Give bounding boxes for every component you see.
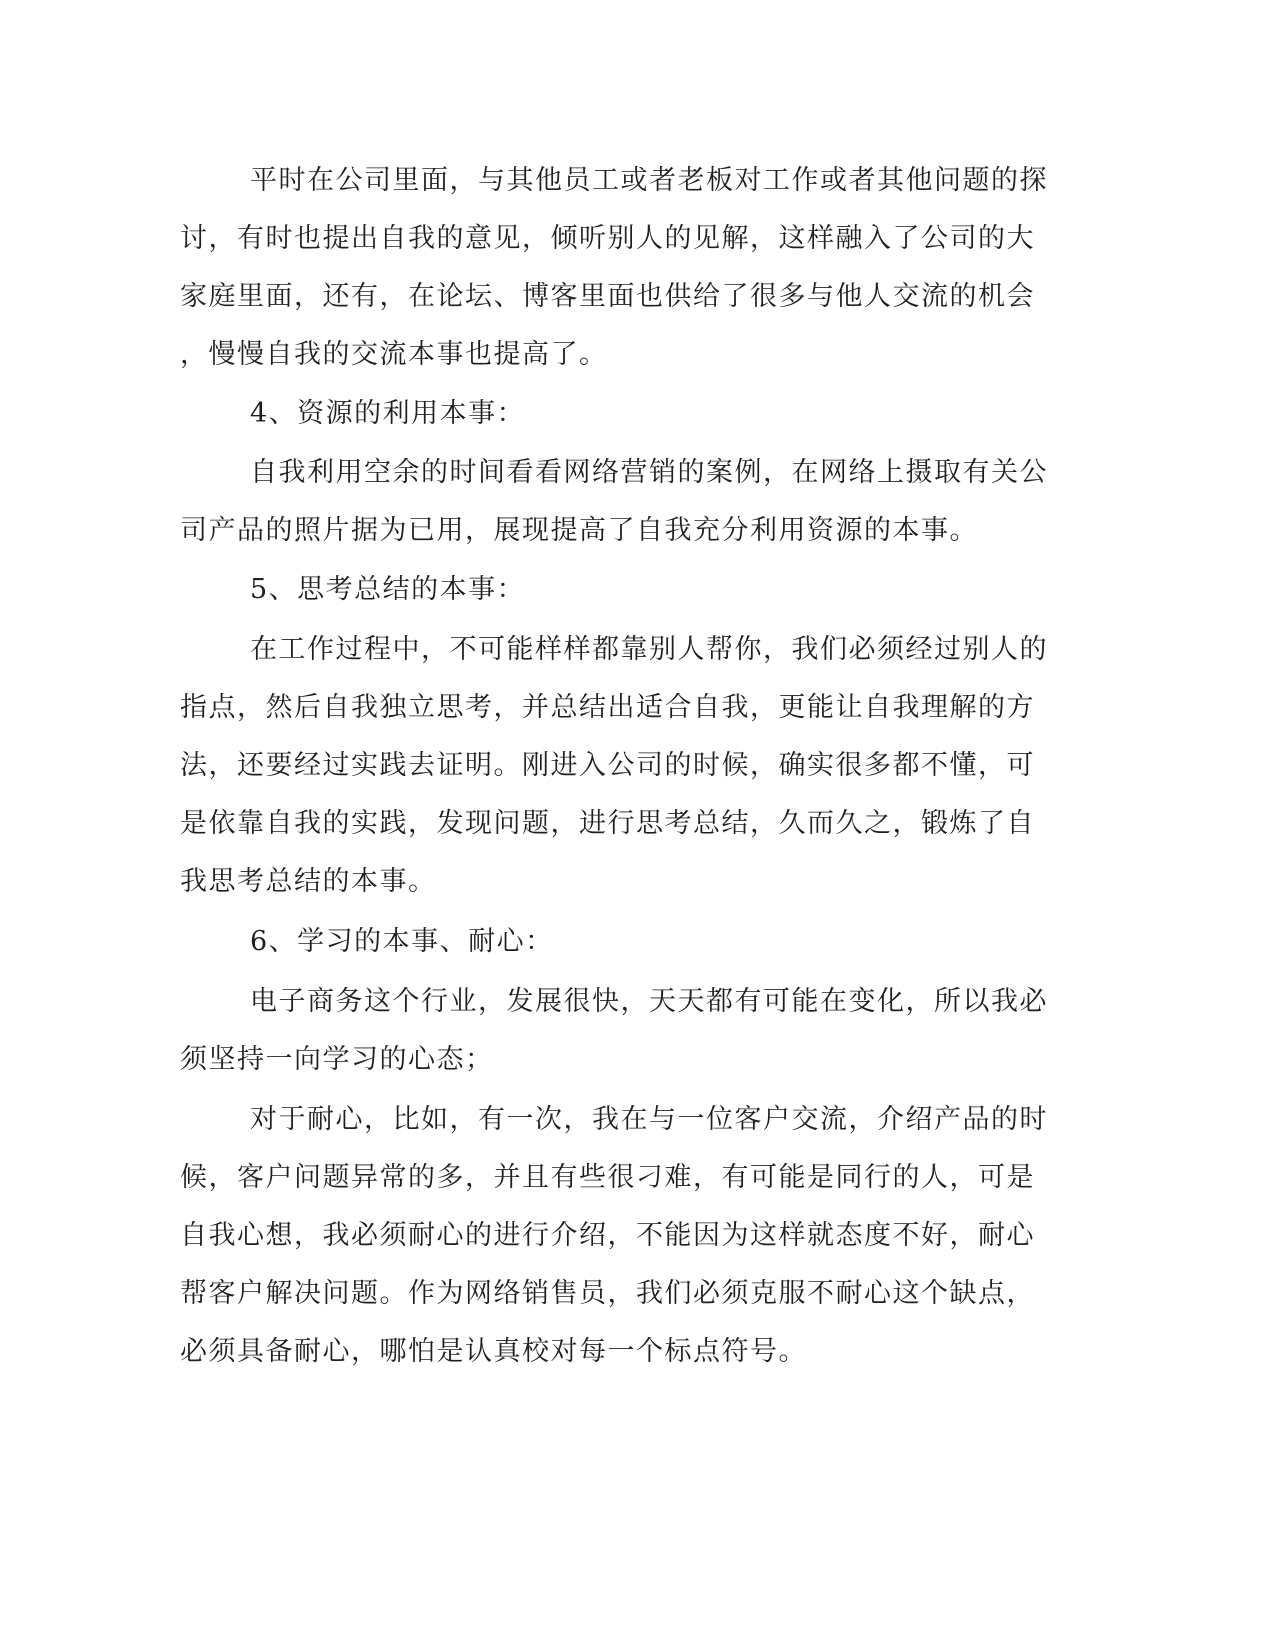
paragraph-line: 必须具备耐心，哪怕是认真校对每一个标点符号。 [180, 1336, 807, 1367]
paragraph-line: 司产品的照片据为已用，展现提高了自我充分利用资源的本事。 [180, 515, 978, 546]
paragraph-line: 自我利用空余的时间看看网络营销的案例，在网络上摄取有关公 [250, 457, 1048, 488]
paragraph-line: 电子商务这个行业，发展很快，天天都有可能在变化，所以我必 [250, 986, 1048, 1017]
paragraph-line: 是依靠自我的实践，发现问题，进行思考总结，久而久之，锻炼了自 [180, 808, 1035, 839]
paragraph-line: 对于耐心，比如，有一次，我在与一位客户交流，介绍产品的时 [250, 1104, 1048, 1135]
paragraph-line: ，慢慢自我的交流本事也提高了。 [180, 339, 608, 370]
paragraph-line: 帮客户解决问题。作为网络销售员，我们必须克服不耐心这个缺点， [180, 1278, 1035, 1309]
paragraph-line: 指点，然后自我独立思考，并总结出适合自我，更能让自我理解的方 [180, 692, 1035, 723]
paragraph-line: 在工作过程中，不可能样样都靠别人帮你，我们必须经过别人的 [250, 634, 1048, 665]
paragraph-line: 须坚持一向学习的心态； [180, 1044, 494, 1075]
paragraph-line: 平时在公司里面，与其他员工或者老板对工作或者其他问题的探 [250, 165, 1048, 196]
paragraph-line: 候，客户问题异常的多，并且有些很刁难，有可能是同行的人，可是 [180, 1162, 1035, 1193]
paragraph-line: 讨，有时也提出自我的意见，倾听别人的见解，这样融入了公司的大 [180, 223, 1035, 254]
paragraph-line: 自我心想，我必须耐心的进行介绍，不能因为这样就态度不好，耐心 [180, 1220, 1035, 1251]
paragraph-line: 我思考总结的本事。 [180, 866, 437, 897]
paragraph-line: 家庭里面，还有，在论坛、博客里面也供给了很多与他人交流的机会 [180, 281, 1035, 312]
section-heading: 6、学习的本事、耐心： [250, 926, 554, 957]
section-heading: 4、资源的利用本事： [250, 398, 526, 429]
section-heading: 5、思考总结的本事： [250, 574, 526, 605]
paragraph-line: 法，还要经过实践去证明。刚进入公司的时候，确实很多都不懂，可 [180, 750, 1035, 781]
